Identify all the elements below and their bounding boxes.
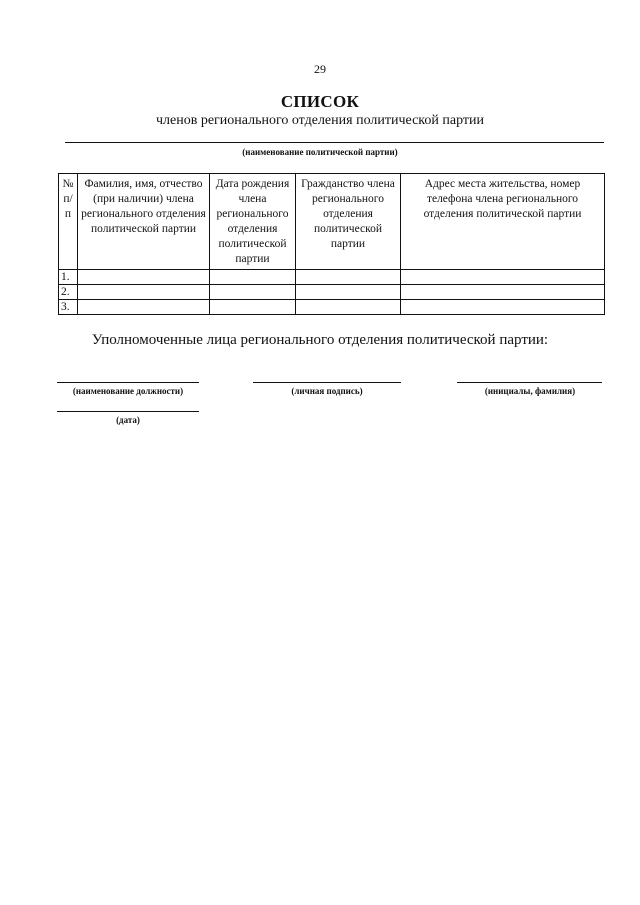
header-address-phone: Адрес места жительства, номер телефона члена регионального отделения политической партии	[401, 174, 605, 270]
header-full-name: Фамилия, имя, отчество (при наличии) члена регионального отделения политической партии	[78, 174, 210, 270]
signature-caption: (личная подпись)	[291, 386, 363, 396]
cell-address-phone	[401, 285, 605, 300]
header-birth-date: Дата рождения члена регионального отделения политической партии	[210, 174, 296, 270]
table-row	[59, 300, 605, 315]
cell-full-name	[78, 285, 210, 300]
table-header-row	[59, 174, 605, 270]
signature-line	[253, 382, 401, 383]
cell-address-phone	[401, 300, 605, 315]
cell-address-phone	[401, 270, 605, 285]
position-line	[57, 382, 199, 383]
cell-birth-date	[210, 270, 296, 285]
party-name-line	[65, 142, 604, 143]
table-row	[59, 270, 605, 285]
cell-citizenship	[296, 285, 401, 300]
table-row	[59, 285, 605, 300]
cell-full-name	[78, 270, 210, 285]
members-table	[58, 173, 605, 315]
row-number: 3.	[59, 300, 78, 315]
header-number: № п/п	[59, 174, 78, 270]
initials-line	[457, 382, 602, 383]
initials-caption: (инициалы, фамилия)	[484, 386, 576, 396]
cell-citizenship	[296, 270, 401, 285]
row-number: 2.	[59, 285, 78, 300]
date-line	[57, 411, 199, 412]
position-caption: (наименование должности)	[72, 386, 184, 396]
document-title: СПИСОК	[280, 92, 360, 111]
page-number: 29	[314, 62, 326, 76]
date-caption: (дата)	[116, 415, 140, 425]
cell-birth-date	[210, 300, 296, 315]
cell-full-name	[78, 300, 210, 315]
party-name-caption: (наименование политической партии)	[242, 147, 398, 157]
cell-citizenship	[296, 300, 401, 315]
document-subtitle: членов регионального отделения политической партии	[155, 113, 484, 128]
authorized-persons-heading: Уполномоченные лица регионального отделения политической партии:	[91, 332, 549, 348]
row-number: 1.	[59, 270, 78, 285]
header-citizenship: Гражданство члена регионального отделения политической партии	[296, 174, 401, 270]
cell-birth-date	[210, 285, 296, 300]
